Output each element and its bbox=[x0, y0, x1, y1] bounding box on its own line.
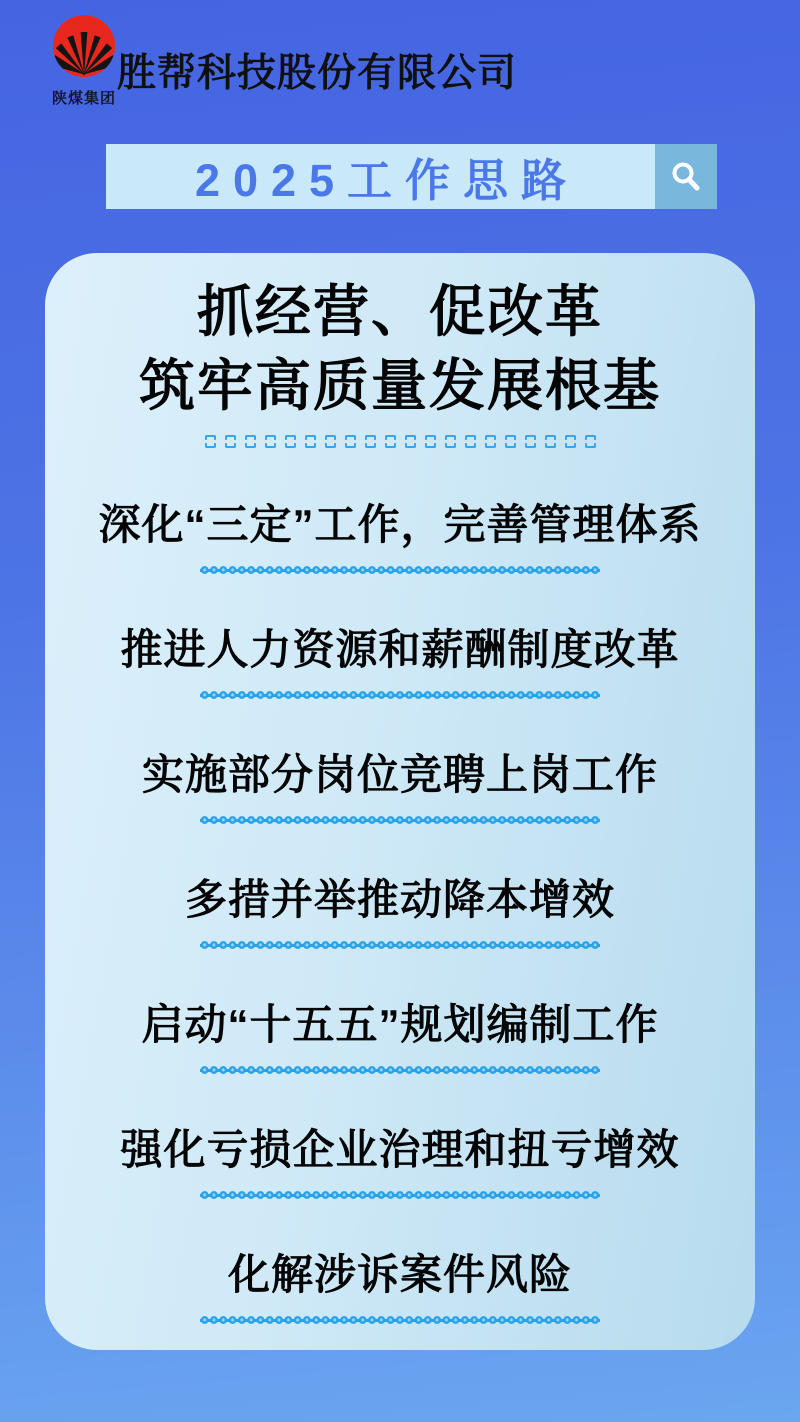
work-plan-item-label: 深化“三定”工作，完善管理体系 bbox=[98, 501, 702, 548]
divider-square bbox=[365, 435, 376, 448]
work-plan-item-label: 推进人力资源和薪酬制度改革 bbox=[120, 626, 680, 673]
divider-square bbox=[545, 435, 556, 448]
card-title-line2: 筑牢高质量发展根基 bbox=[139, 354, 661, 417]
divider-square bbox=[265, 435, 276, 448]
divider-square bbox=[405, 435, 416, 448]
bead-chain-underline bbox=[200, 1315, 600, 1325]
divider-square bbox=[325, 435, 336, 448]
card-items bbox=[98, 492, 701, 1325]
divider-square bbox=[225, 435, 236, 448]
divider-square bbox=[565, 435, 576, 448]
bead-chain-underline bbox=[200, 815, 600, 825]
divider-square bbox=[445, 435, 456, 448]
divider-square bbox=[245, 435, 256, 448]
divider-square bbox=[205, 435, 216, 448]
work-plan-item bbox=[200, 1242, 600, 1325]
work-plan-item bbox=[141, 992, 658, 1075]
banner-title: 2025工作思路 bbox=[194, 155, 580, 206]
work-plan-card bbox=[45, 253, 755, 1350]
divider-square bbox=[305, 435, 316, 448]
bead-chain-underline bbox=[200, 690, 600, 700]
work-plan-item-label: 实施部分岗位竞聘上岗工作 bbox=[141, 751, 658, 798]
divider-square bbox=[465, 435, 476, 448]
divider-square bbox=[385, 435, 396, 448]
divider-square bbox=[505, 435, 516, 448]
divider-squares bbox=[205, 435, 596, 448]
bead-chain-underline bbox=[200, 1190, 600, 1200]
work-plan-item-label: 强化亏损企业治理和扭亏增效 bbox=[120, 1126, 680, 1173]
year-theme-banner bbox=[106, 144, 717, 209]
search-button[interactable] bbox=[655, 144, 717, 209]
divider-square bbox=[525, 435, 536, 448]
shanmei-group-logo-icon bbox=[51, 14, 117, 80]
work-plan-item bbox=[120, 1117, 679, 1200]
bead-chain-underline bbox=[200, 940, 600, 950]
work-plan-item-label: 多措并举推动降本增效 bbox=[184, 876, 615, 923]
work-plan-item-label: 启动“十五五”规划编制工作 bbox=[141, 1001, 659, 1048]
work-plan-item bbox=[120, 617, 679, 700]
logo-caption: 陕煤集团 bbox=[51, 90, 116, 107]
bead-chain-underline bbox=[200, 565, 600, 575]
divider-square bbox=[585, 435, 596, 448]
card-title-line1: 抓经营、促改革 bbox=[197, 280, 603, 343]
divider-square bbox=[485, 435, 496, 448]
work-plan-item-label: 化解涉诉案件风险 bbox=[227, 1251, 572, 1298]
work-plan-item bbox=[185, 867, 615, 950]
divider-square bbox=[425, 435, 436, 448]
card-title bbox=[139, 275, 661, 423]
divider-square bbox=[345, 435, 356, 448]
work-plan-item bbox=[98, 492, 701, 575]
bead-chain-underline bbox=[200, 1065, 600, 1075]
divider-square bbox=[285, 435, 296, 448]
company-name: 胜帮科技股份有限公司 bbox=[117, 52, 518, 95]
work-plan-item bbox=[142, 742, 658, 825]
search-icon bbox=[669, 160, 703, 194]
